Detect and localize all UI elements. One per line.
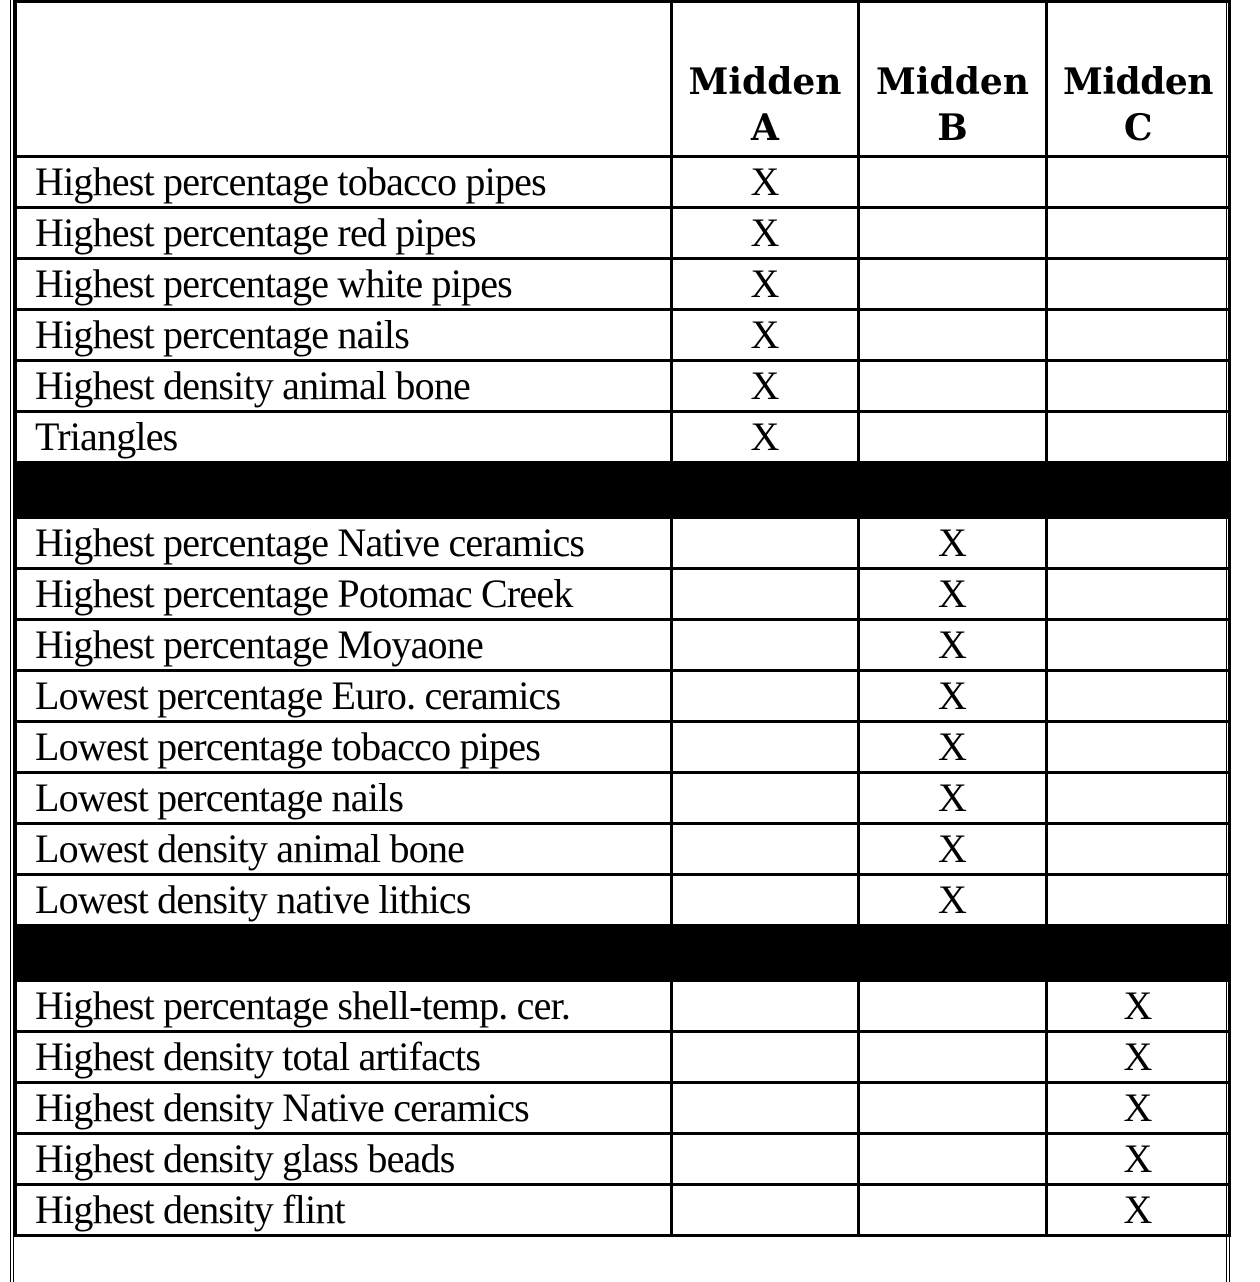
midden-a-cell <box>672 1032 859 1083</box>
midden-c-cell: X <box>1047 1032 1230 1083</box>
midden-b-cell <box>859 1134 1047 1185</box>
table-row <box>16 671 1230 722</box>
midden-b-cell: X <box>859 773 1047 824</box>
table-row <box>16 1083 1230 1134</box>
table-body <box>16 157 1230 1236</box>
midden-a-cell <box>672 1185 859 1236</box>
midden-c-cell <box>1047 361 1230 412</box>
midden-b-cell: X <box>859 620 1047 671</box>
midden-a-cell <box>672 620 859 671</box>
midden-a-cell <box>672 875 859 926</box>
row-label: Highest percentage white pipes <box>16 259 672 310</box>
table-row <box>16 412 1230 463</box>
midden-c-cell <box>1047 722 1230 773</box>
midden-a-cell: X <box>672 412 859 463</box>
midden-c-cell: X <box>1047 1185 1230 1236</box>
midden-b-cell <box>859 361 1047 412</box>
row-label: Highest percentage shell-temp. cer. <box>16 981 672 1032</box>
row-label: Highest density Native ceramics <box>16 1083 672 1134</box>
header-blank-cell <box>16 2 672 157</box>
row-label: Lowest percentage Euro. ceramics <box>16 671 672 722</box>
separator-cell <box>16 463 672 518</box>
table-row <box>16 208 1230 259</box>
row-label: Highest density animal bone <box>16 361 672 412</box>
midden-b-cell: X <box>859 722 1047 773</box>
midden-c-cell: X <box>1047 981 1230 1032</box>
row-label: Lowest density native lithics <box>16 875 672 926</box>
table-row <box>16 569 1230 620</box>
midden-b-cell <box>859 157 1047 208</box>
table-row <box>16 310 1230 361</box>
midden-a-cell <box>672 1134 859 1185</box>
midden-c-cell <box>1047 259 1230 310</box>
midden-a-cell <box>672 981 859 1032</box>
table-row <box>16 361 1230 412</box>
midden-comparison-table <box>14 0 1231 1237</box>
header-midden-a: Midden A <box>672 2 859 157</box>
group-separator-bar <box>16 463 1230 518</box>
row-label: Lowest percentage nails <box>16 773 672 824</box>
midden-c-cell <box>1047 518 1230 569</box>
table-row <box>16 259 1230 310</box>
row-label: Highest density flint <box>16 1185 672 1236</box>
header-midden-b: Midden B <box>859 2 1047 157</box>
midden-b-cell: X <box>859 569 1047 620</box>
table-row <box>16 773 1230 824</box>
midden-a-cell <box>672 824 859 875</box>
separator-cell <box>16 926 672 981</box>
row-label: Highest percentage Native ceramics <box>16 518 672 569</box>
midden-c-cell <box>1047 620 1230 671</box>
midden-b-cell <box>859 1032 1047 1083</box>
separator-cell <box>672 926 859 981</box>
table-row <box>16 620 1230 671</box>
midden-b-cell <box>859 1185 1047 1236</box>
midden-b-cell: X <box>859 518 1047 569</box>
header-row <box>16 2 1230 157</box>
midden-a-cell <box>672 722 859 773</box>
table-row <box>16 824 1230 875</box>
row-label: Lowest density animal bone <box>16 824 672 875</box>
separator-cell <box>859 463 1047 518</box>
table-row <box>16 981 1230 1032</box>
table-row <box>16 722 1230 773</box>
separator-cell <box>859 926 1047 981</box>
row-label: Highest percentage Potomac Creek <box>16 569 672 620</box>
row-label: Triangles <box>16 412 672 463</box>
separator-cell <box>1047 926 1230 981</box>
midden-b-cell <box>859 208 1047 259</box>
midden-a-cell: X <box>672 310 859 361</box>
midden-a-cell: X <box>672 157 859 208</box>
midden-c-cell <box>1047 875 1230 926</box>
midden-a-cell <box>672 569 859 620</box>
midden-b-cell <box>859 412 1047 463</box>
midden-c-cell <box>1047 569 1230 620</box>
midden-b-cell <box>859 1083 1047 1134</box>
midden-a-cell: X <box>672 361 859 412</box>
row-label: Highest density glass beads <box>16 1134 672 1185</box>
midden-b-cell <box>859 981 1047 1032</box>
midden-c-cell <box>1047 157 1230 208</box>
row-label: Highest percentage tobacco pipes <box>16 157 672 208</box>
separator-cell <box>672 463 859 518</box>
table-row <box>16 157 1230 208</box>
table-row <box>16 1032 1230 1083</box>
midden-c-cell: X <box>1047 1134 1230 1185</box>
midden-a-cell <box>672 671 859 722</box>
midden-c-cell <box>1047 824 1230 875</box>
midden-c-cell <box>1047 208 1230 259</box>
midden-a-cell <box>672 1083 859 1134</box>
midden-b-cell: X <box>859 875 1047 926</box>
row-label: Highest percentage Moyaone <box>16 620 672 671</box>
header-midden-c: Midden C <box>1047 2 1230 157</box>
midden-c-cell: X <box>1047 1083 1230 1134</box>
midden-c-cell <box>1047 412 1230 463</box>
midden-a-cell <box>672 518 859 569</box>
row-label: Highest density total artifacts <box>16 1032 672 1083</box>
group-separator-bar <box>16 926 1230 981</box>
table-row <box>16 1134 1230 1185</box>
separator-cell <box>1047 463 1230 518</box>
midden-b-cell <box>859 310 1047 361</box>
midden-a-cell: X <box>672 259 859 310</box>
midden-b-cell <box>859 259 1047 310</box>
midden-b-cell: X <box>859 824 1047 875</box>
table-row <box>16 1185 1230 1236</box>
row-label: Lowest percentage tobacco pipes <box>16 722 672 773</box>
midden-b-cell: X <box>859 671 1047 722</box>
row-label: Highest percentage nails <box>16 310 672 361</box>
midden-c-cell <box>1047 773 1230 824</box>
table-row <box>16 518 1230 569</box>
table-row <box>16 875 1230 926</box>
row-label: Highest percentage red pipes <box>16 208 672 259</box>
midden-c-cell <box>1047 310 1230 361</box>
midden-a-cell <box>672 773 859 824</box>
midden-a-cell: X <box>672 208 859 259</box>
midden-c-cell <box>1047 671 1230 722</box>
